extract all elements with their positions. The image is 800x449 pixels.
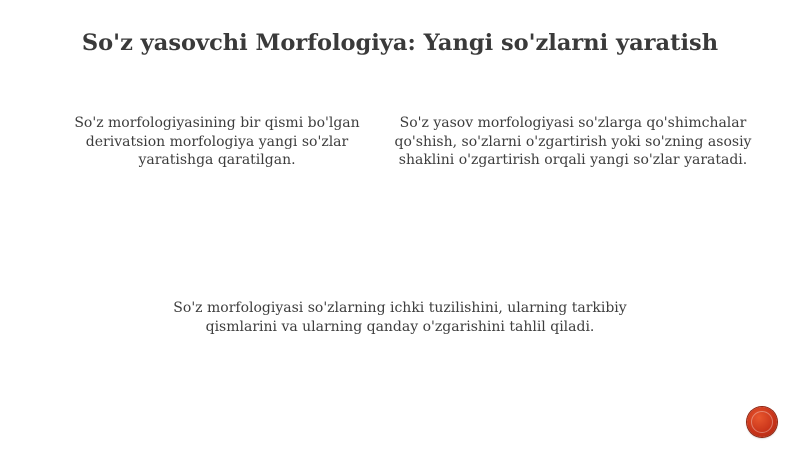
slide-title: So'z yasovchi Morfologiya: Yangi so'zlarni yaratish: [81, 30, 719, 56]
bottom-text-block: So'z morfologiyasi so'zlarning ichki tuzilishini, ularning tarkibiy qismlarini va ularning qanday o'zgarishini tahlil qiladi.: [173, 300, 627, 335]
left-text-block: So'z morfologiyasining bir qismi bo'lgan derivatsion morfologiya yangi so'zlar yaratishga qaratilgan.: [74, 115, 360, 168]
circle-nav-icon[interactable]: [747, 407, 777, 437]
right-text-block: So'z yasov morfologiyasi so'zlarga qo'shimchalar qo'shish, so'zlarni o'zgartirish yoki so'zning asosiy shaklini o'zgartirish orqali yangi so'zlar yaratadi.: [394, 115, 752, 168]
